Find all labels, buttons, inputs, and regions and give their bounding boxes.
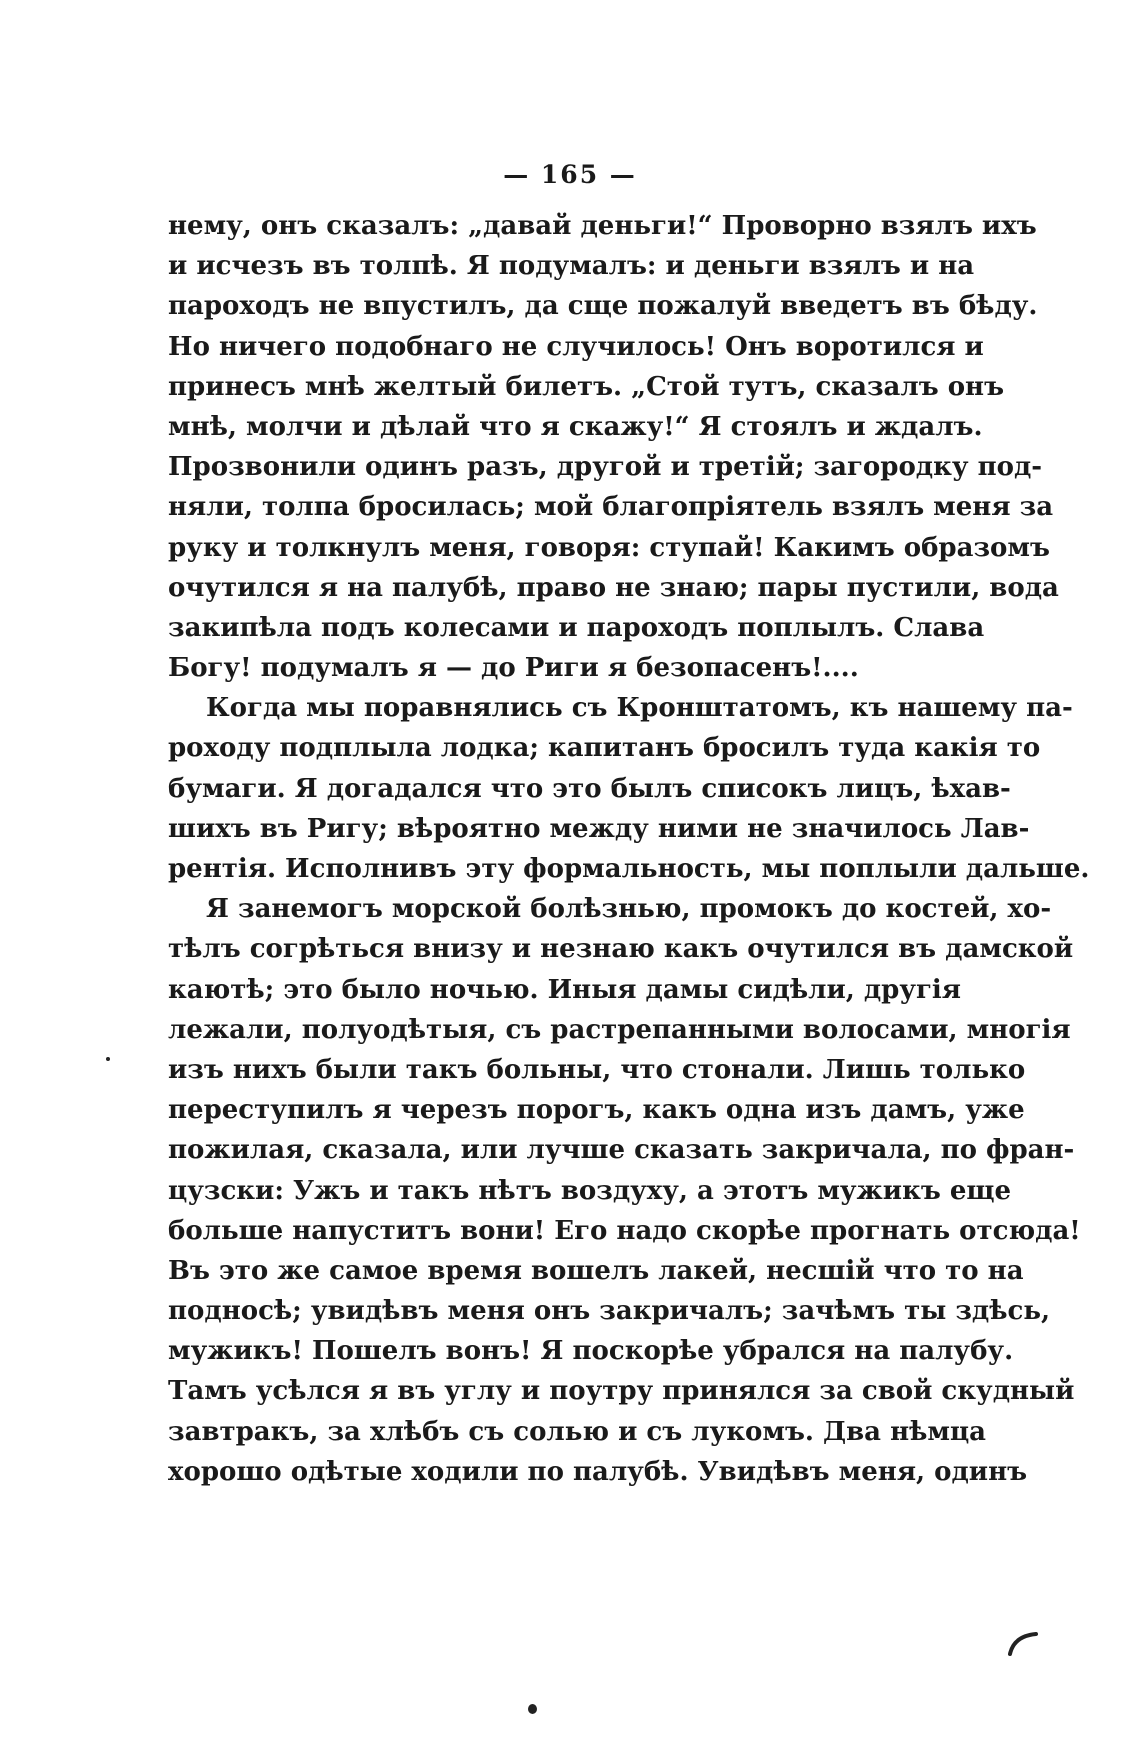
text-line: хорошо одѣтые ходили по палубѣ. Увидѣвъ меня, одинъ: [168, 1456, 1028, 1487]
text-line: изъ нихъ были такъ больны, что стонали. Лишь только: [168, 1054, 1026, 1085]
paragraph-1: [168, 206, 1059, 688]
text-line: Я занемогъ морской болѣзнью, промокъ до костей, хо-: [206, 894, 1052, 925]
text-line: лежали, полуодѣтыя, съ растрепанными волосами, многія: [168, 1014, 1071, 1045]
text-line: Когда мы поравнялись съ Кронштатомъ, къ нашему па-: [206, 693, 1073, 724]
text-line: няли, толпа бросилась; мой благопріятель взялъ меня за: [168, 492, 1054, 523]
body-text: [168, 206, 1090, 1492]
text-line: подносѣ; увидѣвъ меня онъ закричалъ; зачѣмъ ты здѣсь,: [168, 1296, 1051, 1327]
text-line: рентія. Исполнивъ эту формальность, мы поплыли дальше.: [168, 854, 1090, 884]
text-line: Въ это же самое время вошелъ лакей, несшій что то на: [168, 1255, 1024, 1286]
text-line: принесъ мнѣ желтый билетъ. „Стой тутъ, сказалъ онъ: [168, 371, 1005, 402]
text-line: Прозвонили одинъ разъ, другой и третій; загородку под-: [168, 452, 1043, 483]
text-line: завтракъ, за хлѣбъ съ солью и съ лукомъ. Два нѣмца: [168, 1416, 987, 1447]
text-line: нему, онъ сказалъ: „давай деньги!“ Проворно взялъ ихъ: [168, 211, 1037, 241]
text-line: шихъ въ Ригу; вѣроятно между ними не значилось Лав-: [168, 813, 1030, 844]
text-line: мужикъ! Пошелъ вонъ! Я поскорѣе убрался на палубу.: [168, 1336, 1014, 1367]
text-line: цузски: Ужъ и такъ нѣтъ воздуху, а этотъ мужикъ еще: [168, 1175, 1012, 1206]
text-line: больше напуститъ вони! Его надо скорѣе прогнать отсюда!: [168, 1215, 1081, 1246]
page-number: — 165 —: [503, 160, 637, 189]
text-line: пожилая, сказала, или лучше сказать закричала, по фран-: [168, 1135, 1075, 1166]
text-line: мнѣ, молчи и дѣлай что я скажу!“ Я стоялъ и ждалъ.: [168, 411, 983, 442]
scan-speck: [528, 1704, 537, 1714]
text-line: очутился я на палубѣ, право не знаю; пары пустили, вода: [168, 572, 1059, 603]
text-line: Богу! подумалъ я — до Риги я безопасенъ!....: [168, 653, 859, 684]
text-line: закипѣла подъ колесами и пароходъ поплылъ. Слава: [168, 612, 985, 643]
scan-mark: [1006, 1628, 1040, 1658]
text-line: Но ничего подобнаго не случилось! Онъ воротился и: [168, 331, 984, 362]
text-line: переступилъ я черезъ порогъ, какъ одна изъ дамъ, уже: [168, 1095, 1025, 1126]
text-line: Тамъ усѣлся я въ углу и поутру принялся за свой скудный: [168, 1376, 1075, 1407]
text-line: бумаги. Я догадался что это былъ списокъ лицъ, ѣхав-: [168, 773, 1011, 804]
text-line: роходу подплыла лодка; капитанъ бросилъ туда какія то: [168, 733, 1041, 764]
paragraph-2: [168, 688, 1090, 889]
paragraph-3: [168, 889, 1081, 1492]
text-line: руку и толкнулъ меня, говоря: ступай! Какимъ образомъ: [168, 532, 1050, 563]
text-line: и исчезъ въ толпѣ. Я подумалъ: и деньги взялъ и на: [168, 251, 975, 282]
scan-speck: [106, 1057, 110, 1061]
text-line: тѣлъ согрѣться внизу и незнаю какъ очутился въ дамской: [168, 934, 1074, 965]
text-line: каютѣ; это было ночью. Иныя дамы сидѣли, другія: [168, 974, 962, 1005]
text-line: пароходъ не впустилъ, да сще пожалуй введетъ въ бѣду.: [168, 291, 1038, 322]
